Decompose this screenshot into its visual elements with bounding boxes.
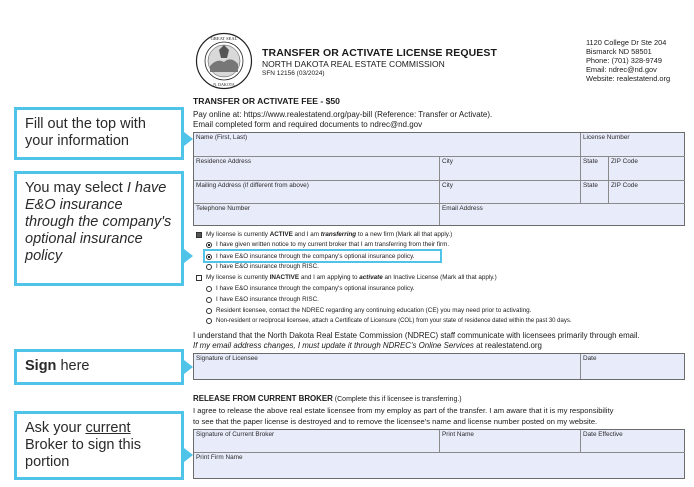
label-bold: INACTIVE xyxy=(269,274,300,281)
license-number-field[interactable] xyxy=(581,133,685,157)
callout-arrow xyxy=(184,360,193,374)
field-label: Signature of Current Broker xyxy=(196,431,275,438)
field-label: Name (First, Last) xyxy=(196,134,248,141)
radio-button[interactable] xyxy=(206,286,212,292)
field-label: Mailing Address (if different from above) xyxy=(196,182,309,189)
radio-button[interactable] xyxy=(206,308,212,314)
callout-arrow xyxy=(184,132,193,146)
field-label: License Number xyxy=(583,134,630,141)
mailing-state-field[interactable] xyxy=(581,181,609,204)
field-label: Print Firm Name xyxy=(196,454,243,461)
field-label: Residence Address xyxy=(196,158,252,165)
company-eo-highlight xyxy=(203,249,442,263)
active-transfer-checkbox-row[interactable] xyxy=(196,231,452,238)
field-label: Signature of Licensee xyxy=(196,355,258,362)
callout-top-info xyxy=(14,107,184,160)
active-transfer-checkbox[interactable] xyxy=(196,232,202,238)
form-number: SFN 12156 (03/2024) xyxy=(262,70,325,77)
telephone-field[interactable] xyxy=(194,204,440,225)
callout-text: You may select xyxy=(25,180,127,196)
zip-field[interactable] xyxy=(609,157,685,181)
option-label: I have E&O insurance through RISC. xyxy=(216,263,319,270)
inactive-option-resident-ce[interactable] xyxy=(206,307,531,314)
label-text: My license is currently xyxy=(206,231,270,238)
label-text: My license is currently xyxy=(206,274,270,281)
email-instructions: Email completed form and required documents to ndrec@nd.gov xyxy=(193,120,423,129)
option-label: I have E&O insurance through RISC. xyxy=(216,296,319,303)
inactive-activate-checkbox[interactable] xyxy=(196,275,202,281)
callout-underline: current xyxy=(85,420,131,436)
mailing-city-field[interactable] xyxy=(440,181,581,204)
release-heading xyxy=(193,394,462,403)
release-text-2: to see that the paper license is destroyed and to remove the licensee's name and license number posted on my website. xyxy=(193,417,598,426)
callout-eo-insurance xyxy=(14,171,184,286)
option-label: I have given written notice to my current broker that I am transferring from their firm. xyxy=(216,241,450,248)
active-checkbox-label xyxy=(206,231,452,238)
callout-broker xyxy=(14,411,184,480)
licensee-info-grid xyxy=(193,132,685,226)
form-title: TRANSFER OR ACTIVATE LICENSE REQUEST xyxy=(262,47,497,59)
broker-signature-grid xyxy=(193,429,685,479)
field-label: ZIP Code xyxy=(611,182,638,189)
residence-address-field[interactable] xyxy=(194,157,440,181)
active-option-notice[interactable] xyxy=(206,241,449,248)
print-firm-name-field[interactable] xyxy=(194,453,685,478)
mailing-address-field[interactable] xyxy=(194,181,440,204)
svg-text:N. DAKOTA: N. DAKOTA xyxy=(213,82,235,87)
label-bolditalic: transferring xyxy=(320,231,357,238)
inactive-option-company-eo[interactable] xyxy=(206,285,415,292)
licensee-signature-grid xyxy=(193,353,685,380)
inactive-option-risc[interactable] xyxy=(206,296,319,303)
broker-print-name-field[interactable] xyxy=(440,430,581,453)
option-label: I have E&O insurance through the company's optional insurance policy. xyxy=(216,285,415,292)
field-label: State xyxy=(583,182,598,189)
address-email: Email: ndrec@nd.gov xyxy=(586,65,657,74)
callout-text: Fill out the top with your information xyxy=(25,116,146,149)
radio-button[interactable] xyxy=(206,242,212,248)
label-text: to a new firm (Mark all that apply.) xyxy=(356,231,453,238)
licensee-date-field[interactable] xyxy=(581,354,685,379)
field-label: ZIP Code xyxy=(611,158,638,165)
form-subtitle: NORTH DAKOTA REAL ESTATE COMMISSION xyxy=(262,59,445,69)
label-bold: ACTIVE xyxy=(269,231,293,238)
inactive-activate-checkbox-row[interactable] xyxy=(196,274,497,281)
fee-heading: TRANSFER OR ACTIVATE FEE - $50 xyxy=(193,96,340,106)
address-line: Bismarck ND 58501 xyxy=(586,47,652,56)
callout-arrow xyxy=(184,249,193,263)
callout-arrow xyxy=(184,448,193,462)
radio-button[interactable] xyxy=(206,318,212,324)
active-option-risc[interactable] xyxy=(206,263,319,270)
field-label: Telephone Number xyxy=(196,205,250,212)
date-effective-field[interactable] xyxy=(581,430,685,453)
release-text-1: I agree to release the above real estate licensee from my employ as part of the transfer. I am aware that it is my responsibility xyxy=(193,406,614,415)
option-label: Non-resident or reciprocal licensee, attach a Certificate of Licensure (COL) from your state of residence dated within the past 30 days. xyxy=(216,318,572,324)
callout-text: Ask your xyxy=(25,420,86,436)
email-update-italic: If my email address changes, I must update it through NDREC's Online Services xyxy=(193,341,474,350)
radio-button[interactable] xyxy=(206,264,212,270)
field-label: Date xyxy=(583,355,597,362)
commission-address xyxy=(586,38,670,83)
broker-signature-field[interactable] xyxy=(194,430,440,453)
release-heading-bold: RELEASE FROM CURRENT BROKER xyxy=(193,394,333,403)
callout-bold: Sign xyxy=(25,358,57,374)
callout-text: here xyxy=(56,358,90,374)
field-label: Print Name xyxy=(442,431,474,438)
release-heading-note: (Complete this if licensee is transferring.) xyxy=(332,396,462,403)
name-field[interactable] xyxy=(194,133,581,157)
city-field[interactable] xyxy=(440,157,581,181)
field-label: City xyxy=(442,158,454,165)
inactive-checkbox-label xyxy=(206,274,497,281)
callout-text: Broker to sign this portion xyxy=(25,437,142,470)
state-seal-icon xyxy=(195,32,253,90)
field-label: State xyxy=(583,158,598,165)
licensee-signature-field[interactable] xyxy=(194,354,581,379)
label-text: and I am applying to xyxy=(299,274,360,281)
pay-online-line: Pay online at: https://www.realestatend.org/pay-bill (Reference: Transfer or Activate). xyxy=(193,110,493,119)
address-website: Website: realestatend.org xyxy=(586,74,671,83)
state-field[interactable] xyxy=(581,157,609,181)
email-address-field[interactable] xyxy=(440,204,685,225)
mailing-zip-field[interactable] xyxy=(609,181,685,204)
option-label: Resident licensee, contact the NDREC regarding any continuing education (CE) you may need prior to activating. xyxy=(216,307,532,314)
address-line: 1120 College Dr Ste 204 xyxy=(586,38,667,47)
label-text: and I am xyxy=(292,231,321,238)
callout-sign xyxy=(14,349,184,385)
option-label: I have E&O insurance through the company's optional insurance policy. xyxy=(216,253,415,260)
label-bolditalic: activate xyxy=(359,274,383,281)
svg-text:GREAT SEAL: GREAT SEAL xyxy=(210,36,238,41)
field-label: Date Effective xyxy=(583,431,623,438)
email-consent-line: I understand that the North Dakota Real Estate Commission (NDREC) staff communicate with licensees primarily through email. xyxy=(193,331,640,340)
inactive-option-nonresident-col[interactable] xyxy=(206,318,572,324)
callout-italic: I have E&O insurance through the company's optional insurance policy xyxy=(25,180,172,264)
field-label: City xyxy=(442,182,454,189)
email-update-line xyxy=(193,341,542,350)
address-phone: Phone: (701) 328-9749 xyxy=(586,56,663,65)
radio-button[interactable] xyxy=(206,297,212,303)
label-text: an Inactive License (Mark all that apply.) xyxy=(382,274,497,281)
field-label: Email Address xyxy=(442,205,483,212)
email-update-rest: at realestatend.org xyxy=(473,341,542,350)
